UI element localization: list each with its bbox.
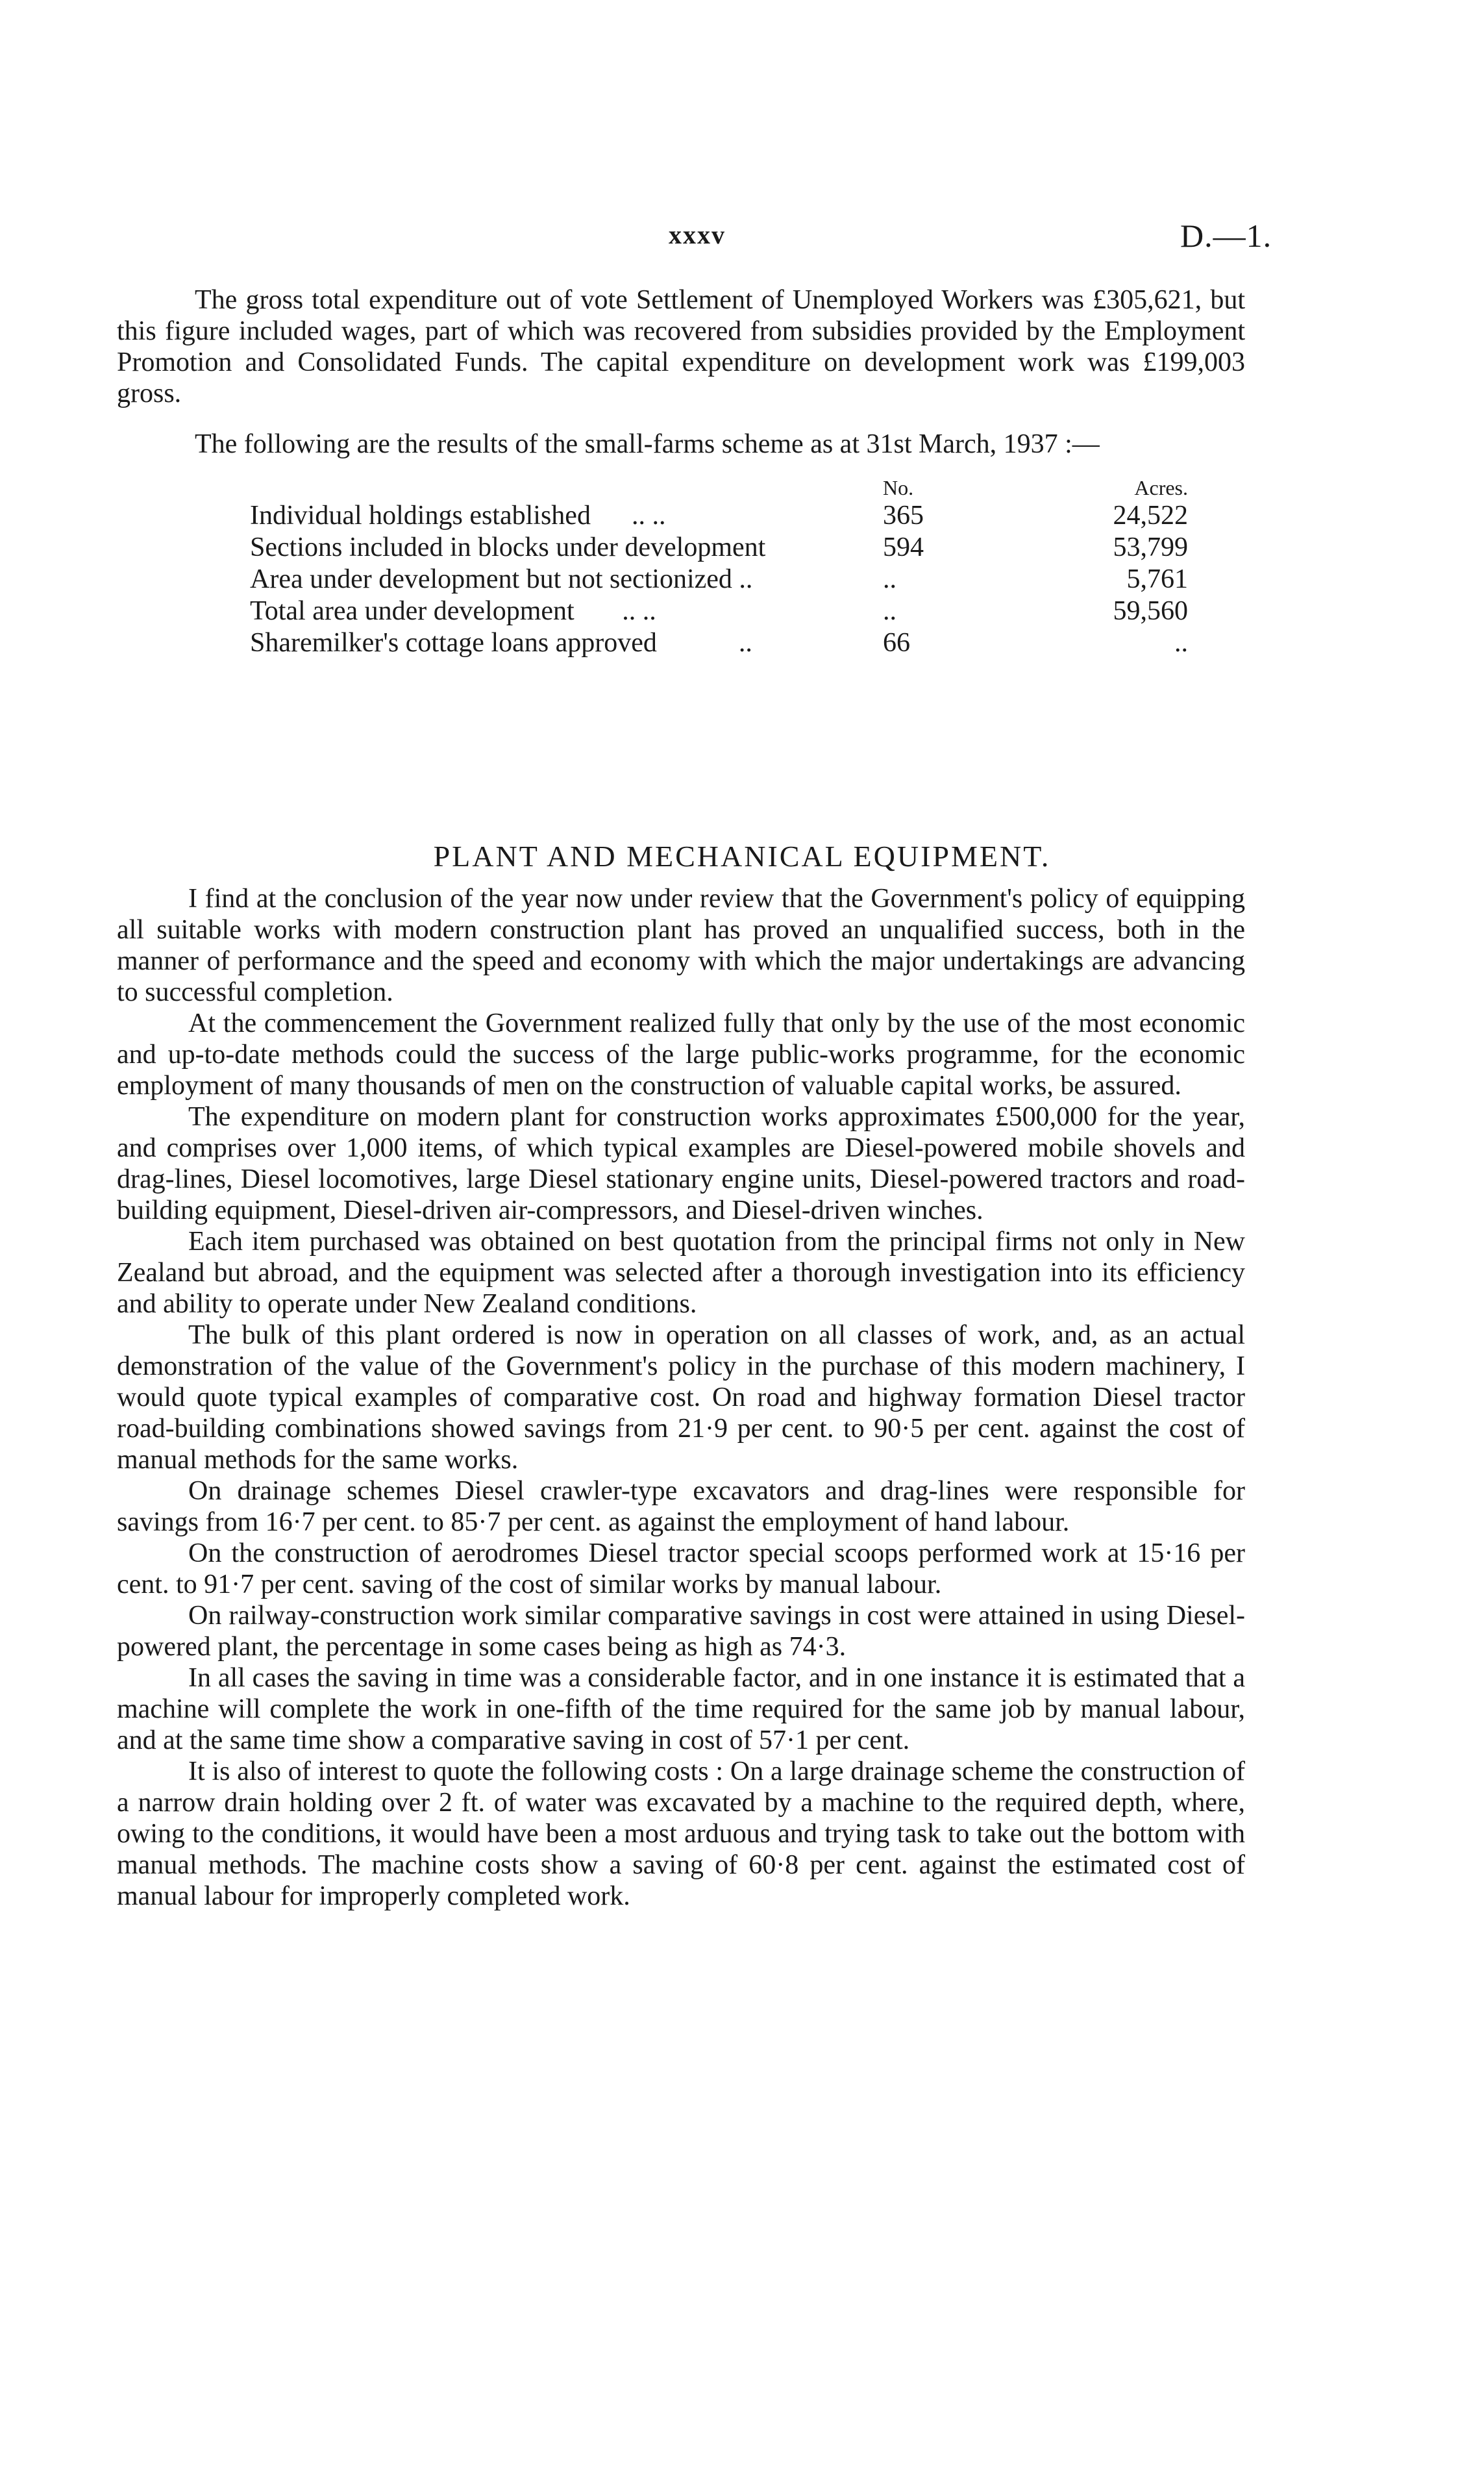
row-no: 66 <box>883 628 910 658</box>
table-row <box>250 532 1188 564</box>
row-label: Area under development but not sectionized .. <box>250 564 753 594</box>
row-no: 594 <box>883 532 924 562</box>
row-label: Sharemilker's cottage loans approved .. <box>250 628 752 658</box>
row-no: .. <box>883 596 897 626</box>
row-no: 365 <box>883 501 924 531</box>
intro-paragraph: The gross total expenditure out of vote Settlement of Unemployed Workers was £305,621, but this figure included wages, part of which was recovered from subsidies provided by the Employment Promotion and Consolidated Funds. The capital expenditure on development work was £199,003 gross. <box>117 285 1245 408</box>
row-no: .. <box>883 564 897 594</box>
row-leader: .. <box>739 564 753 594</box>
page-number: xxxv <box>669 220 726 249</box>
paragraph: On drainage schemes Diesel crawler-type excavators and drag-lines were responsible for savings from 16·7 per cent. to 85·7 per cent. as against the employment of hand labour. <box>117 1476 1245 1537</box>
paragraph: It is also of interest to quote the following costs : On a large drainage scheme the construction of a narrow drain holding over 2 ft. of water was excavated by a machine to the required depth, where, owing to the conditions, it would have been a most arduous and trying task to take out the bottom with manual methods. The machine costs show a saving of 60·8 per cent. against the estimated cost of manual labour for improperly completed work. <box>117 1757 1245 1911</box>
document-reference: D.—1. <box>1180 218 1272 254</box>
paragraph: The bulk of this plant ordered is now in operation on all classes of work, and, as an actual demonstration of the value of the Government's policy in the purchase of this modern machinery, I would quote typical examples of comparative cost. On road and highway formation Diesel tractor road-building combinations showed savings from 21·9 per cent. to 90·5 per cent. against the cost of manual methods for the same works. <box>117 1320 1245 1475</box>
table-row <box>250 500 1188 532</box>
row-leader: .. .. <box>622 596 656 626</box>
table-header-row <box>250 475 1188 500</box>
row-acres: 24,522 <box>1113 501 1188 531</box>
row-leader: .. <box>738 628 752 658</box>
paragraph: At the commencement the Government realized fully that only by the use of the most economic and up-to-date methods could the success of the large public-works programme, for the economic employment of many thousands of men on the construction of valuable capital works, be assured. <box>117 1008 1245 1101</box>
row-leader: .. .. <box>631 501 666 531</box>
paragraph: Each item purchased was obtained on best quotation from the principal firms not only in New Zealand but abroad, and the equipment was selected after a thorough investigation into its efficiency and ability to operate under New Zealand conditions. <box>117 1227 1245 1319</box>
table-header-acres: Acres. <box>1134 476 1188 499</box>
row-acres: 53,799 <box>1113 532 1188 562</box>
paragraph: In all cases the saving in time was a considerable factor, and in one instance it is estimated that a machine will complete the work in one-fifth of the time required for the same job by manual labour, and at the same time show a comparative saving in cost of 57·1 per cent. <box>117 1663 1245 1755</box>
row-label: Total area under development .. .. <box>250 596 656 626</box>
row-acres: 5,761 <box>1126 564 1188 594</box>
row-acres: .. <box>1174 628 1188 658</box>
body-text <box>117 883 1245 1912</box>
paragraph: On railway-construction work similar comparative savings in cost were attained in using Diesel-powered plant, the percentage in some cases being as high as 74·3. <box>117 1601 1245 1662</box>
table-header-no: No. <box>883 476 914 499</box>
table-row <box>250 595 1188 627</box>
table-lead-text: The following are the results of the small-farms scheme as at 31st March, 1937 :— <box>195 429 1100 459</box>
section-heading: PLANT AND MECHANICAL EQUIPMENT. <box>433 840 1051 873</box>
table-row <box>250 564 1188 595</box>
row-acres: 59,560 <box>1113 596 1188 626</box>
intro-section <box>117 284 1245 409</box>
paragraph: I find at the conclusion of the year now under review that the Government's policy of equipping all suitable works with modern construction plant has proved an unqualified success, both in the manner of performance and the speed and economy with which the major undertakings are advancing to successful completion. <box>117 884 1245 1007</box>
row-label: Sections included in blocks under development <box>250 532 766 562</box>
small-farms-table <box>250 475 1188 659</box>
paragraph: On the construction of aerodromes Diesel tractor special scoops performed work at 15·16 per cent. to 91·7 per cent. saving of the cost of similar works by manual labour. <box>117 1538 1245 1599</box>
row-label: Individual holdings established .. .. <box>250 501 666 531</box>
paragraph: The expenditure on modern plant for construction works approximates £500,000 for the year, and comprises over 1,000 items, of which typical examples are Diesel-powered mobile shovels and drag-lines, Diesel locomotives, large Diesel stationary engine units, Diesel-powered tractors and road-building equipment, Diesel-driven air-compressors, and Diesel-driven winches. <box>117 1102 1245 1225</box>
table-row <box>250 627 1188 659</box>
